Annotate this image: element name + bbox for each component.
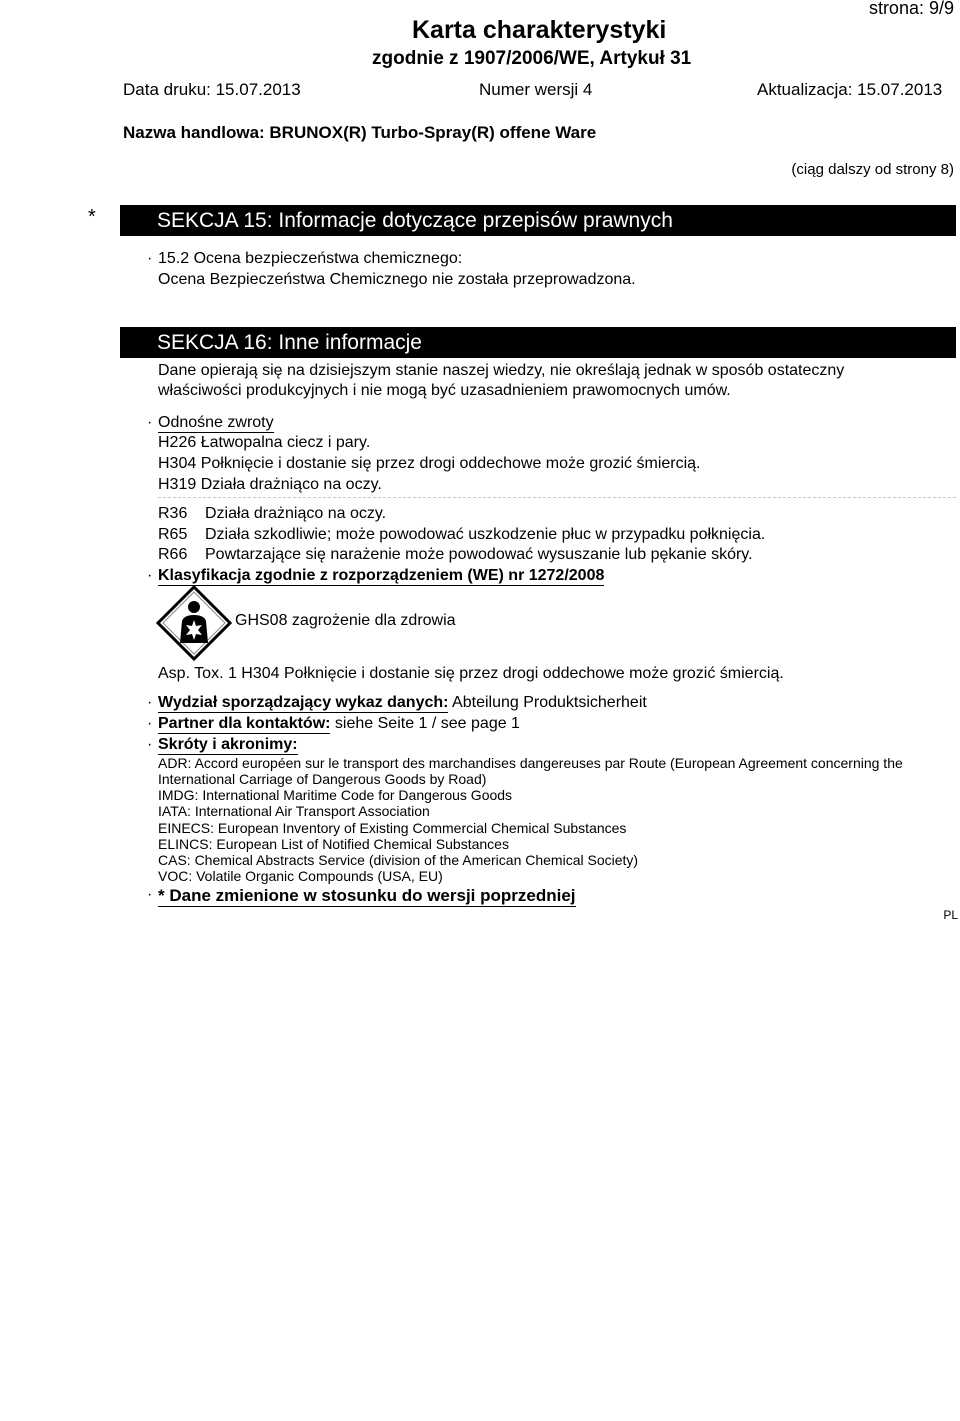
contact-label: Partner dla kontaktów: [158, 715, 331, 732]
chemical-safety-title: 15.2 Ocena bezpieczeństwa chemicznego: [158, 250, 463, 267]
abbreviation-line: CAS: Chemical Abstracts Service (division of the American Chemical Society) [158, 852, 639, 868]
r-phrase-text: Działa szkodliwie; może powodować uszkodzenie płuc w przypadku połknięcia. [205, 526, 766, 543]
trade-name: Nazwa handlowa: BRUNOX(R) Turbo-Spray(R) offene Ware [123, 123, 597, 142]
section-16-header [120, 327, 956, 358]
abbreviation-line: ADR: Accord européen sur le transport des marchandises dangereuses par Route (European Agreement concerning the [158, 755, 903, 771]
h-phrase: H226 Łatwopalna ciecz i pary. [158, 434, 371, 451]
bullet: · [147, 250, 153, 267]
abbreviation-line: IMDG: International Maritime Code for Dangerous Goods [158, 787, 513, 803]
abbreviation-line: EINECS: European Inventory of Existing Commercial Chemical Substances [158, 820, 627, 836]
r-phrase-text: Powtarzające się narażenie może powodować wysuszanie lub pękanie skóry. [205, 546, 753, 563]
abbreviation-line: VOC: Volatile Organic Compounds (USA, EU) [158, 868, 443, 884]
r-phrase-text: Działa drażniąco na oczy. [205, 505, 387, 522]
contact-value: siehe Seite 1 / see page 1 [330, 715, 520, 732]
changed-star: * [88, 206, 96, 228]
ghs-label: GHS08 zagrożenie dla zdrowia [235, 612, 456, 629]
print-date: Data druku: 15.07.2013 [123, 80, 301, 99]
abbreviation-line: ELINCS: European List of Notified Chemical Substances [158, 836, 509, 852]
page-number: strona: 9/9 [868, 0, 954, 18]
bullet: · [147, 715, 153, 732]
abbreviations-title: Skróty i akronimy: [158, 736, 298, 753]
bullet: · [147, 414, 153, 431]
abbreviation-line: IATA: International Air Transport Association [158, 803, 430, 819]
abbreviation-line: International Carriage of Dangerous Goods by Road) [158, 771, 487, 787]
department-label: Wydział sporządzający wykaz danych: [158, 694, 449, 711]
section-16-title: SEKCJA 16: Inne informacje [157, 331, 422, 354]
bullet: · [147, 694, 153, 711]
h-phrase: H319 Działa drażniąco na oczy. [158, 476, 382, 493]
health-hazard-icon [156, 585, 232, 661]
department-line [158, 694, 647, 712]
chemical-safety-text: Ocena Bezpieczeństwa Chemicznego nie została przeprowadzona. [158, 271, 636, 288]
bullet: · [147, 567, 153, 584]
contact-line [158, 715, 520, 733]
document-title: Karta charakterystyki [412, 16, 667, 44]
document-subtitle: zgodnie z 1907/2006/WE, Artykuł 31 [372, 48, 692, 69]
bullet: · [147, 736, 153, 753]
relevant-phrases-title: Odnośne zwroty [158, 414, 274, 431]
intro-line-1: Dane opierają się na dzisiejszym stanie naszej wiedzy, nie określają jednak w sposób ostateczny [158, 362, 845, 379]
h-phrase: H304 Połknięcie i dostanie się przez drogi oddechowe może grozić śmiercią. [158, 455, 701, 472]
hazard-classification-line: Asp. Tox. 1 H304 Połknięcie i dostanie się przez drogi oddechowe może grozić śmiercią. [158, 665, 784, 682]
language-code: PL [943, 908, 958, 922]
r-phrase-code: R65 [158, 526, 188, 543]
bullet: · [147, 886, 153, 903]
department-value: Abteilung Produktsicherheit [448, 694, 647, 711]
section-15-title: SEKCJA 15: Informacje dotyczące przepisów prawnych [157, 209, 673, 232]
r-phrase-code: R36 [158, 505, 188, 522]
changed-note: * Dane zmienione w stosunku do wersji poprzedniej [158, 886, 576, 905]
dotted-divider [158, 497, 956, 498]
update-date: Aktualizacja: 15.07.2013 [757, 80, 943, 99]
section-15-header [120, 205, 956, 236]
intro-line-2: właściwości produkcyjnych i nie mogą być uzasadnieniem prawomocnych umów. [158, 382, 731, 399]
r-phrase-code: R66 [158, 546, 188, 563]
continued-note: (ciąg dalszy od strony 8) [791, 161, 954, 178]
version-number: Numer wersji 4 [479, 80, 593, 99]
classification-title: Klasyfikacja zgodnie z rozporządzeniem (WE) nr 1272/2008 [158, 567, 605, 584]
